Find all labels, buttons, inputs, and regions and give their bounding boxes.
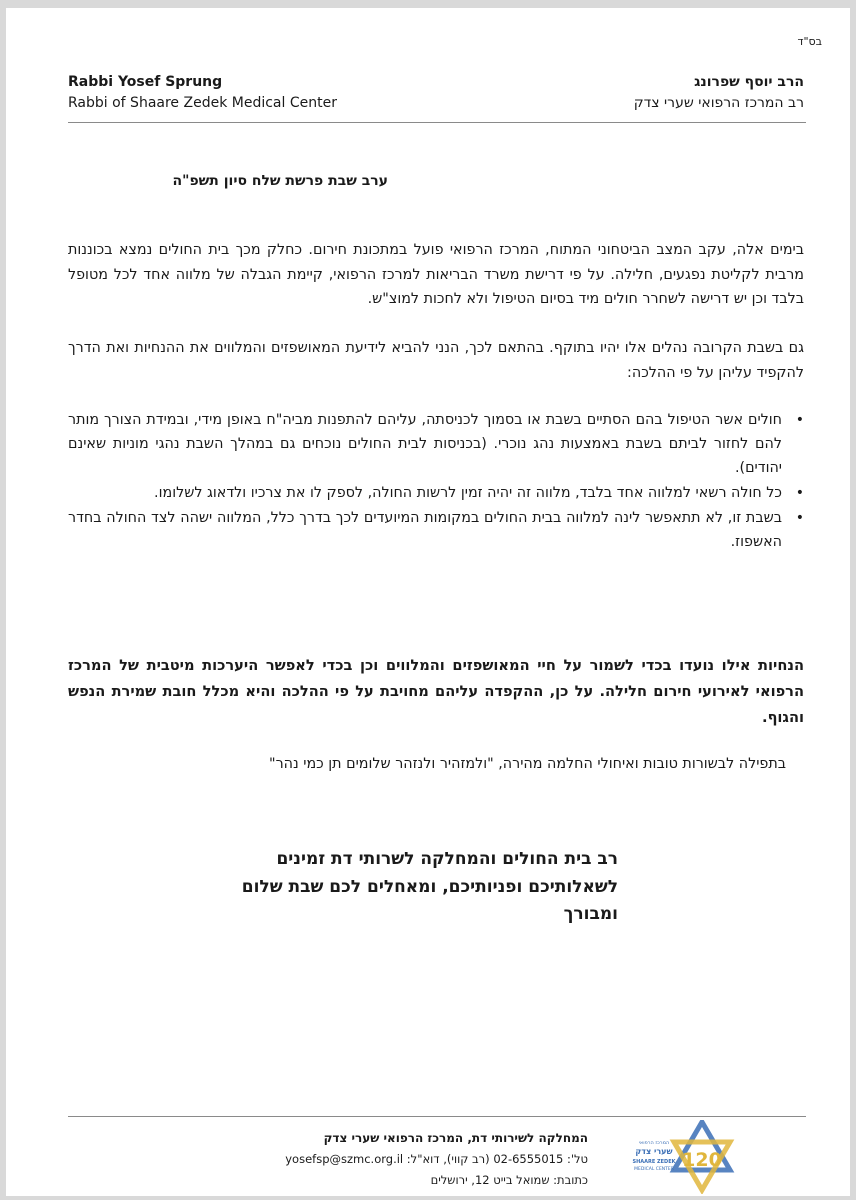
- header-english: [68, 74, 337, 111]
- list-item: • כל חולה רשאי למלווה אחד בלבד, מלווה זה יהיה זמין לרשות החולה, לספק לו את צרכיו ולדאוג לשלומו.: [68, 481, 782, 505]
- rabbi-title-hebrew: רב המרכז הרפואי שערי צדק: [633, 95, 804, 111]
- footer-contact: טל': 02-6555015 (רב קווי), דוא"ל: yosefsp@szmc.org.il: [285, 1152, 588, 1166]
- closing-statement: רב בית החולים והמחלקה לשרותי דת זמינים לשאלותיכם ופניותיכם, ומאחלים לכם שבת שלום ומבורך: [241, 849, 618, 924]
- logo-english-center: MEDICAL CENTER: [634, 1167, 674, 1172]
- logo-hebrew-top: המרכז הרפואי: [638, 1140, 670, 1146]
- shaare-zedek-logo: [632, 1120, 742, 1194]
- paragraph-instructions-intro: גם בשבת הקרובה נהלים אלו יהיו בתוקף. בהתאם לכך, הנני להביא לידיעת המאושפזים והמלווים את ההנחיות ואת הדרך להקפיד עליהן על פי ההלכה:: [68, 340, 804, 381]
- rabbi-title-english: Rabbi of Shaare Zedek Medical Center: [68, 95, 337, 111]
- logo-hebrew-name: שערי צדק: [635, 1147, 673, 1156]
- list-item: • חולים אשר הטיפול בהם הסתיים בשבת או בסמוך לכניסתה, עליהם להתפנות מביה"ח באופן מידי, ובמידת הצורך מותר להם לחזור לביתם בשבת באמצעות נהג נוכרי. (בכניסות לבית החולים נוכחים גם במהלך השבת נהגי מוניות שאינם יהודים).: [68, 408, 782, 480]
- footer-address: כתובת: שמואל בייט 12, ירושלים: [430, 1173, 588, 1187]
- instructions-list: [68, 408, 802, 555]
- paragraph-emergency: בימים אלה, עקב המצב הביטחוני המתוח, המרכז הרפואי פועל במתכונת חירום. כחלק מכך בית החולים נמצא בכוננות מרבית לקליטת נפגעים, חלילה. על פי דרישת משרד הבריאות למרכז הרפואי, קיימת הגבלה של מלווה אחד לכל מטופל בלבד וכן יש דרישה לשחרר חולים מיד בסיום הטיפול ולא לחכות למוצ"ש.: [68, 242, 804, 307]
- date-line: ערב שבת פרשת שלח סיון תשפ"ה: [172, 173, 388, 189]
- letter-page: [6, 8, 850, 1196]
- paragraph-bold-purpose: הנחיות אילו נועדו בכדי לשמור על חיי המאושפזים והמלווים וכן בכדי לאפשר היערכות מיטבית של המרכז הרפואי לאירועי חירום חלילה. על כן, ההקפדה עליהם מחויבת על פי ההלכה והיא מכלל חובת שמירת הנפש והגוף.: [68, 657, 804, 726]
- header-hebrew: [634, 74, 804, 111]
- header-divider: [68, 122, 806, 123]
- footer: [285, 1128, 588, 1191]
- footer-divider: [68, 1116, 806, 1117]
- rabbi-name-hebrew: הרב יוסף שפרונג: [694, 74, 804, 90]
- rabbi-name-english: Rabbi Yosef Sprung: [68, 74, 223, 90]
- bsd-mark: בס"ד: [797, 35, 822, 48]
- prayer-line: בתפילה לבשורות טובות ואיחולי החלמה מהירה, "ולמזהיר ולנזהר שלומים תן כמי נהר": [269, 756, 786, 772]
- list-item: • בשבת זו, לא תתאפשר לינה למלווה בבית החולים במקומות המיועדים לכך בדרך כלל, המלווה ישהה לצד החולה בחדר האשפוז.: [68, 506, 782, 554]
- footer-department: המחלקה לשירותי דת, המרכז הרפואי שערי צדק: [323, 1131, 588, 1145]
- logo-anniversary-number: 120: [682, 1149, 722, 1171]
- logo-english-name: SHAARE ZEDEK: [632, 1159, 676, 1165]
